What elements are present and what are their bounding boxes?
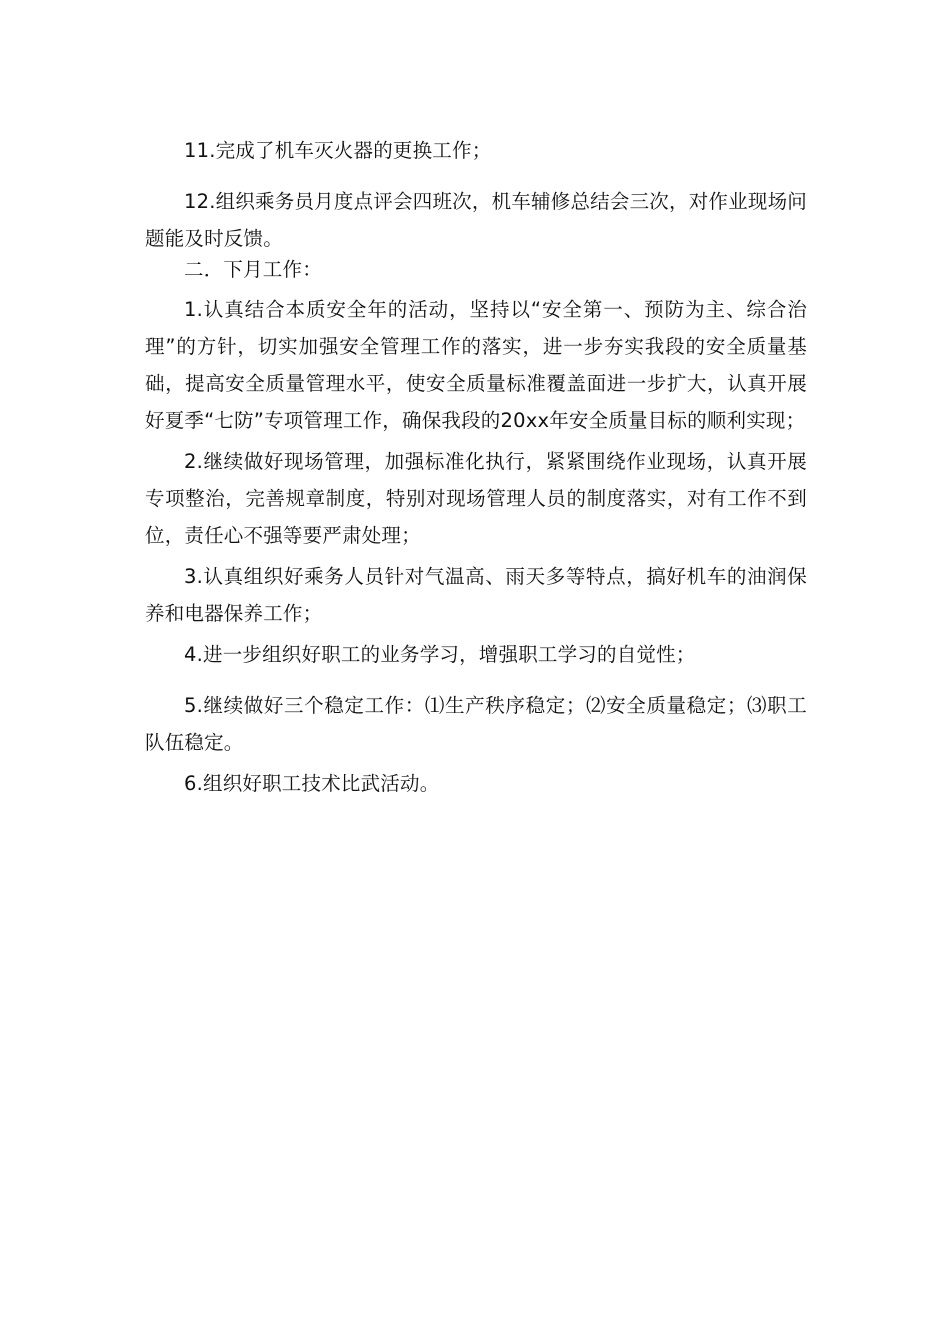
section-heading: 二．下月工作： — [184, 258, 322, 281]
next-month-item-6: 6.组织好职工技术比武活动。 — [184, 772, 440, 795]
document-body — [145, 132, 807, 802]
paragraph-item-12: 12.组织乘务员月度点评会四班次，机车辅修总结会三次，对作业现场问题能及时反馈。 — [145, 190, 807, 250]
next-month-item-2: 2.继续做好现场管理，加强标准化执行，紧紧围绕作业现场，认真开展专项整治，完善规章制度，特别对现场管理人员的制度落实，对有工作不到位，责任心不强等要严肃处理； — [145, 450, 807, 547]
next-month-item-3: 3.认真组织好乘务人员针对气温高、雨天多等特点，搞好机车的油润保养和电器保养工作； — [145, 565, 807, 625]
next-month-item-4: 4.进一步组织好职工的业务学习，增强职工学习的自觉性； — [184, 643, 696, 666]
paragraph-item-11: 11.完成了机车灭火器的更换工作； — [184, 139, 492, 162]
next-month-item-1: 1.认真结合本质安全年的活动，坚持以“安全第一、预防为主、综合治理”的方针，切实加强安全管理工作的落实，进一步夯实我段的安全质量基础，提高安全质量管理水平，使安全质量标准覆盖面进一步扩大，认真开展好夏季“七防”专项管理工作，确保我段的20xx年安全质量目标的顺利实现； — [145, 298, 807, 432]
next-month-item-5: 5.继续做好三个稳定工作：⑴生产秩序稳定；⑵安全质量稳定；⑶职工队伍稳定。 — [145, 694, 807, 754]
